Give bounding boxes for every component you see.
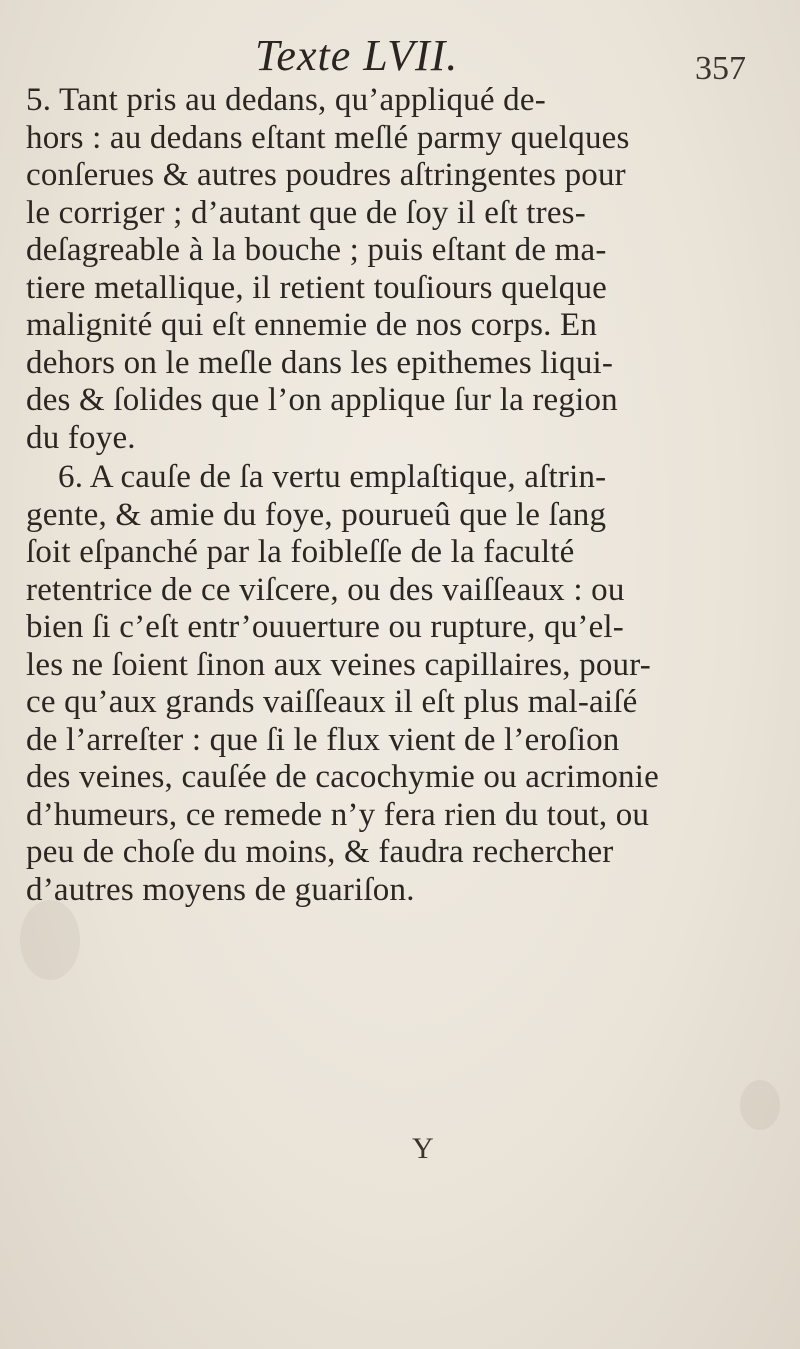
- text-line: d’autres moyens de guariſon.: [26, 871, 415, 908]
- text-line: peu de choſe du moins, & faudra rechercher: [26, 834, 614, 870]
- text-line: 5. Tant pris au dedans, qu’appliqué de-: [26, 82, 546, 118]
- text-line: du foye.: [26, 419, 136, 456]
- text-line: les ne ſoient ſinon aux veines capillaires, pour-: [26, 646, 651, 683]
- text-line: bien ſi c’eſt entr’ouuerture ou rupture, qu’el-: [26, 609, 624, 645]
- text-line: hors : au dedans eſtant meſlé parmy quelques: [26, 119, 630, 156]
- text-line: conſerues & autres poudres aſtringentes pour: [26, 157, 626, 193]
- catchword: Y: [412, 1132, 434, 1165]
- text-line: dehors on le meſle dans les epithemes liqui-: [26, 344, 614, 381]
- text-line: retentrice de ce viſcere, ou des vaiſſeaux : ou: [26, 571, 625, 608]
- running-title: Texte LVII.: [255, 31, 459, 80]
- text-line: des veines, cauſée de cacochymie ou acrimonie: [26, 759, 659, 795]
- body-text: [26, 82, 786, 909]
- text-line: ſoit eſpanché par la foibleſſe de la faculté: [26, 534, 575, 570]
- page-number: 357: [695, 50, 746, 87]
- text-line: malignité qui eſt ennemie de nos corps. En: [26, 307, 598, 343]
- paper-stain: [740, 1080, 780, 1130]
- text-line: gente, & amie du foye, pourueû que le ſang: [26, 496, 607, 533]
- page-header: [0, 30, 800, 90]
- text-line: des & ſolides que l’on applique ſur la region: [26, 382, 618, 418]
- text-line: tiere metallique, il retient touſiours quelque: [26, 269, 608, 306]
- text-line: 6. A cauſe de ſa vertu emplaſtique, aſtrin-: [58, 459, 607, 495]
- paragraph-5: [26, 82, 786, 457]
- paragraph-6: [26, 459, 786, 909]
- text-line: ce qu’aux grands vaiſſeaux il eſt plus mal-aiſé: [26, 684, 638, 720]
- text-line: d’humeurs, ce remede n’y fera rien du tout, ou: [26, 796, 650, 833]
- paper-stain: [20, 900, 80, 980]
- text-line: de l’arreſter : que ſi le flux vient de l’eroſion: [26, 721, 620, 758]
- text-line: deſagreable à la bouche ; puis eſtant de ma-: [26, 232, 607, 268]
- text-line: le corriger ; d’autant que de ſoy il eſt tres-: [26, 194, 586, 231]
